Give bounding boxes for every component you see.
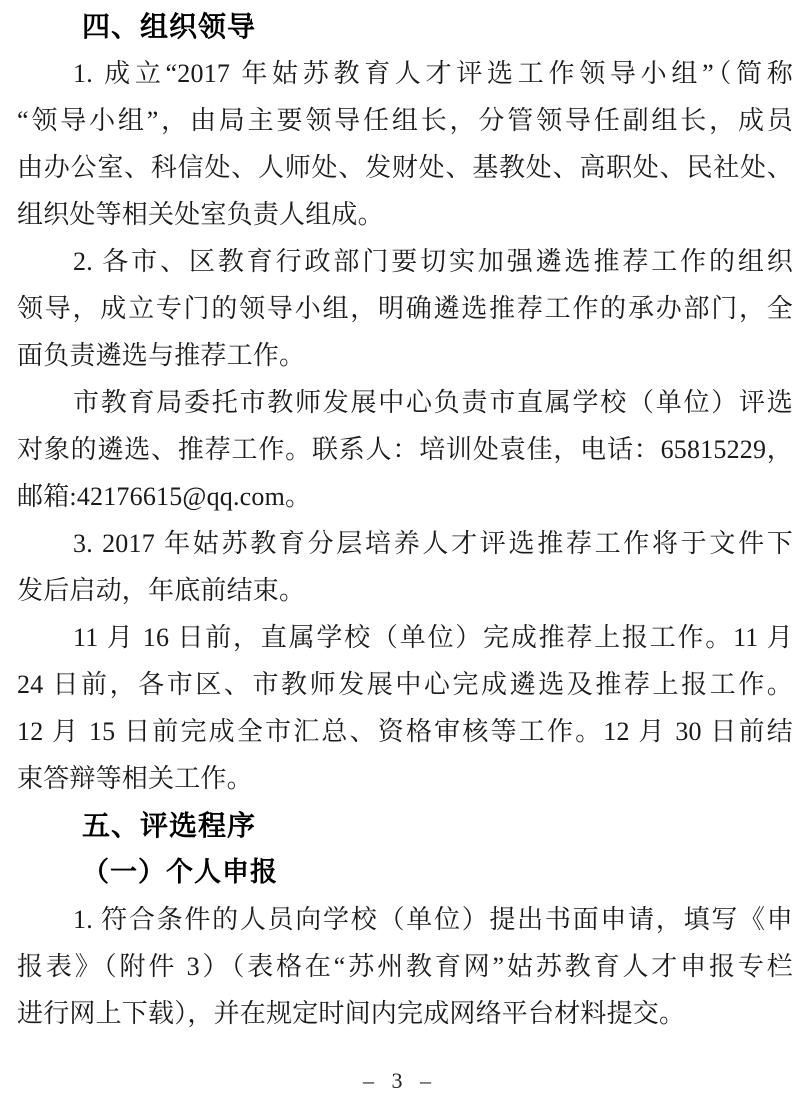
text-line: 报表》（附件 3）（表格在“苏州教育网”姑苏教育人才申报专栏 <box>17 952 793 981</box>
text-line: “领导小组”，由局主要领导任组长，分管领导任副组长，成员 <box>17 106 793 135</box>
text-line: 24 日前，各市区、市教师发展中心完成遴选及推荐上报工作。 <box>17 670 793 699</box>
paragraph-contact-info <box>17 379 793 520</box>
text-line: 邮箱:42176615@qq.com。 <box>17 482 312 511</box>
text-line: 组织处等相关处室负责人组成。 <box>17 200 384 229</box>
text-line: 1. 符合条件的人员向学校（单位）提出书面申请，填写《申 <box>73 905 793 934</box>
text-line: 由办公室、科信处、人师处、发财处、基教处、高职处、民社处、 <box>17 153 793 182</box>
text-line: 市教育局委托市教师发展中心负责市直属学校（单位）评选 <box>73 388 793 417</box>
paragraph-schedule-start <box>17 520 793 614</box>
text-line: 面负责遴选与推荐工作。 <box>17 341 306 370</box>
section-heading-5: 五、评选程序 <box>82 810 257 841</box>
page-footer <box>0 1068 800 1094</box>
subsection-heading-1: （一）个人申报 <box>82 857 278 887</box>
paragraph-schedule-dates <box>17 614 793 802</box>
text-line: 领导，成立专门的领导小组，明确遴选推荐工作的承办部门，全 <box>17 294 793 323</box>
text-line: 11 月 16 日前，直属学校（单位）完成推荐上报工作。11 月 <box>73 623 793 652</box>
paragraph-leading-group <box>17 50 793 238</box>
paragraph-district-departments <box>17 238 793 379</box>
page-number: – 3 – <box>363 1068 437 1093</box>
text-line: 进行网上下载），并在规定时间内完成网络平台材料提交。 <box>17 999 686 1028</box>
section-heading-4: 四、组织领导 <box>82 11 257 42</box>
text-line: 发后启动，年底前结束。 <box>17 576 306 605</box>
text-line: 3. 2017 年姑苏教育分层培养人才评选推荐工作将于文件下 <box>73 529 793 558</box>
document-body <box>17 3 793 1037</box>
text-line: 对象的遴选、推荐工作。联系人：培训处袁佳，电话：65815229， <box>17 435 793 464</box>
text-line: 12 月 15 日前完成全市汇总、资格审核等工作。12 月 30 日前结 <box>17 717 793 746</box>
text-line: 2. 各市、区教育行政部门要切实加强遴选推荐工作的组织 <box>73 247 793 276</box>
paragraph-personal-application <box>17 896 793 1037</box>
text-line: 1. 成立“2017 年姑苏教育人才评选工作领导小组”（简称 <box>73 59 793 88</box>
text-line: 束答辩等相关工作。 <box>17 764 253 793</box>
